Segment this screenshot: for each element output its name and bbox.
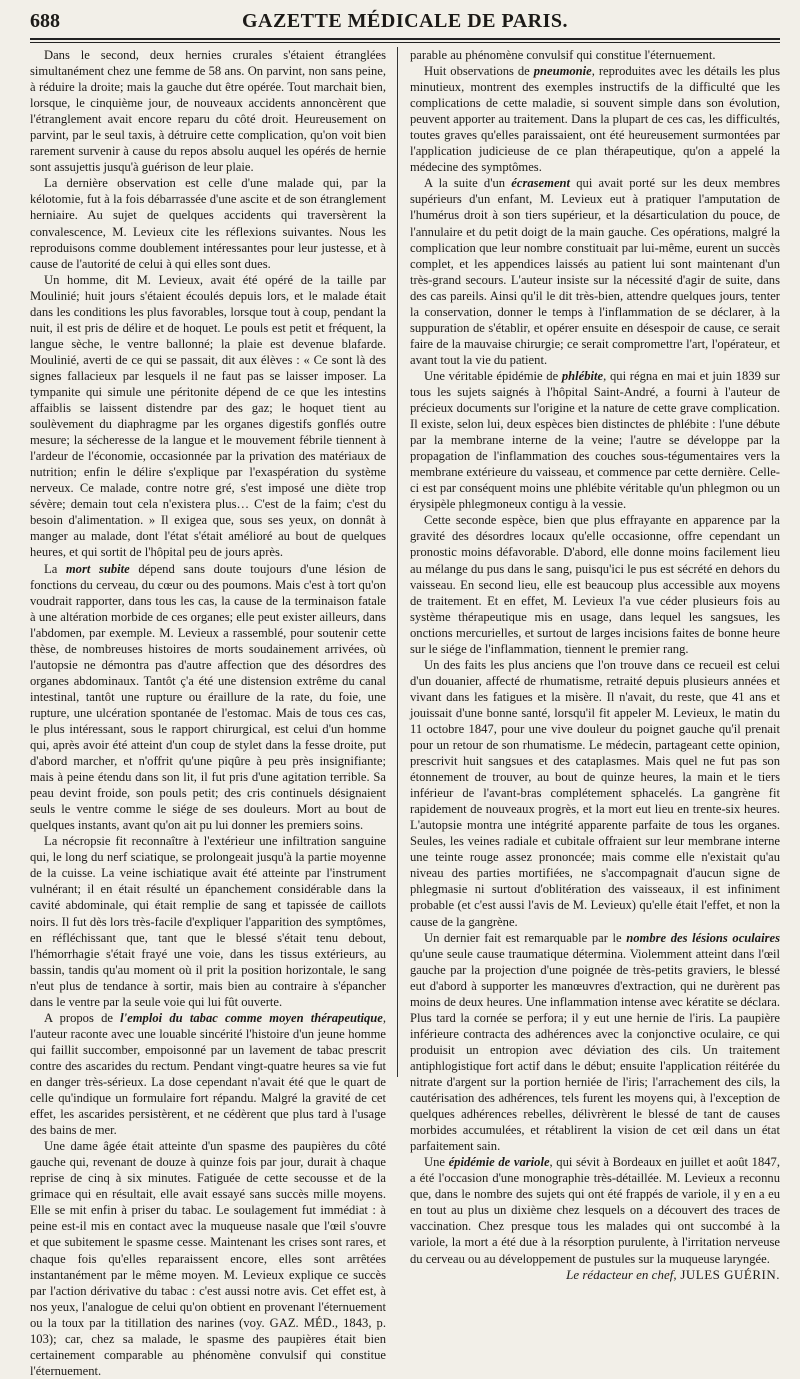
paragraph-text: , qui sévit à Bordeaux en juillet et août 1847, a été l'occasion d'une monographie très-détaillée. M. Levieux a reconnu que, dans le nombre des sujets qui ont été frappés de variole, il y en a eu en tout au plus un dixième chez lesquels on a découvert des traces de vaccination. Chez presque tous les malades qui ont succombé à la variole, la mort a été due à la résorption purulente, à l'irritation nerveuse du cerveau ou au développement de pustules sur la muqueuse laryngée. (410, 1155, 780, 1266)
paragraph (410, 175, 780, 368)
page-number: 688 (30, 10, 60, 32)
left-column (30, 47, 387, 1378)
signature-role: Le rédacteur en chef, (566, 1266, 677, 1282)
signature (410, 1267, 780, 1283)
keyword: phlébite (561, 368, 604, 383)
keyword: écrasement (511, 176, 571, 191)
page-header (30, 8, 780, 38)
signature-name: JULES GUÉRIN. (676, 1266, 780, 1282)
paragraph-lead: A propos de (44, 1010, 121, 1025)
header-rule (30, 38, 780, 40)
paragraph-lead: A la suite d'un (424, 176, 512, 191)
paragraph: Un des faits les plus anciens que l'on trouve dans ce recueil est celui d'un douanier, affecté de rhumatisme, retraité depuis plusieurs années et vivant dans les fatigues et la misère. Il n'avait, du reste, que 41 ans et jouissait d'une bonne santé, lorsqu'il fit appeler M. Levieux, le matin du 11 octobre 1847, pour une vive douleur du poignet gauche qu'il prenait pour un retour de son rhumatisme. Le médecin, partageant cette opinion, prescrivit huit sangsues et des cataplasmes. Mais quel ne fut pas son étonnement de trouver, au bout de quinze heures, la main et le tiers inférieur de l'avant-bras complétement sphacelés. La gangrène fit rapidement de nouveaux progrès, et la mort eut lieu en trente-six heures. L'autopsie montra une intégrité apparente parfaite de tous les organes. Seules, les veines radiale et cubitale offraient sur leur membrane interne une teinte rouge assez prononcée; mais comme elle n'existait qu'au niveau des parties mortifiées, ne s'accompagnait d'aucun signe de phlegmasie ni surtout d'oblitération des vaisseaux, il est infiniment probable (et c'est aussi l'avis de M. Levieux) qu'elle était l'effet, et non la cause de la gangrène. (410, 657, 780, 929)
keyword: pneumonie (533, 64, 592, 79)
header-rule-thin (30, 42, 780, 43)
paragraph: Un homme, dit M. Levieux, avait été opéré de la taille par Moulinié; huit jours s'étaient écoulés depuis lors, et le malade était dans les conditions les plus favorables, lorsque tout à coup, pendant la nuit, il est pris de délire et de hoquet. Le pouls est petit et fréquent, la langue sèche, le ventre ballonné; la plaie est devenue blafarde. Moulinié, averti de ce qui se passait, dit aux élèves : « Ce sont là des signes fallacieux par lesquels il ne faut pas se laisser imposer. La tympanite qui simule une péritonite dépend de ce que les intestins affaiblis se laissent distendre par des gaz; le hoquet tient au soulèvement du diaphragme par les organes digestifs gonflés outre mesure; la sécheresse de la langue et le mouvement fébrile tiennent à l'ardeur de l'économie, occasionnée par la privation des matériaux de nutrition; enfin le délire s'explique par l'exaspération du système nerveux. Ce malade, contre notre gré, s'est imposé une diète trop sévère; demain tout cela n'existera plus… C'est de la faim; c'est du besoin d'alimentation. » Il exigea que, sous ses yeux, on donnât à manger au malade, dont l'état s'était amélioré au bout de quelques heures, et qui sortit de l'hôpital peu de jours après. (30, 272, 386, 560)
paragraph-text: dépend sans doute toujours d'une lésion de fonctions du cerveau, du cœur ou des poumons. Mais c'est à tort qu'on voudrait rapporter, dans tous les cas, la cause de la terminaison fatale à une altération morbide de ces organes; elle peut exister ailleurs, dans l'abdomen, par exemple. M. Levieux a rassemblé, pour soutenir cette thèse, de nombreuses histoires de morts soudainement arrivées, où l'autopsie ne démontra pas d'autre affection que des désordres des organes abdominaux. Tantôt ç'a été une distension extrême du canal intestinal, tantôt une rupture ou éraillure de la rate, du foie, une rupture, une ulcération spontanée de l'estomac. Mais de tous ces cas, le plus intéressant, sous le rapport chirurgical, est celui d'un homme qui, après avoir été atteint d'un coup de stylet dans la fesse droite, put d'abord marcher, et n'offrit qu'une piqûre à peu près insignifiante; mais à peine étendu dans son lit, il fut pris d'une agitation terrible. Sa peau devint froide, son pouls petit; des cris continuels désignaient seuls le ventre comme le siége de ses douleurs. Mort au bout de quelques instants, avant qu'on ait pu lui donner les premiers soins. (30, 561, 387, 833)
keyword: nombre des lésions oculaires (626, 930, 780, 945)
paragraph: La dernière observation est celle d'une malade qui, par la kélotomie, fut à la fois débarrassée d'une ascite et de son étranglement herniaire. Au sujet de quelques accidents qui traversèrent la convalescence, M. Levieux cite les réflexions suivantes. Nous les reproduisons comme doublement intéressantes pour leur justesse, et à cause de l'autorité de celui à qui elles sont dues. (30, 176, 386, 271)
paragraph: La nécropsie fit reconnaître à l'extérieur une infiltration sanguine qui, le long du nerf sciatique, se prolongeait jusqu'à la partie moyenne de la cuisse. La veine ischiatique avait été atteinte par l'instrument vulnérant; il en était résulté un épanchement considérable dans la cavité abdominale, qui était remplie de sang et tapissée de caillots noirs. Il fut dès lors très-facile d'expliquer l'apparition des symptômes, en réfléchissant que, tant que le blessé s'était tenu debout, l'hémorrhagie s'était frayé une voie, dans les tissus extérieurs, au bassin, tandis qu'au moment où il prit la position horizontale, le sang n'eut plus de tendance à sortir, mais bien au contraire à s'épancher dans le ventre par la seule voie qui lui fût ouverte. (30, 834, 386, 1009)
paragraph (30, 1010, 386, 1138)
paragraph (30, 561, 386, 834)
journal-title: GAZETTE MÉDICALE DE PARIS. (241, 10, 569, 32)
paragraph-text: qu'une seule cause traumatique détermina. Violemment atteint dans l'œil gauche par la projection d'une poignée de très-petits graviers, le blessé eut d'abord à supporter les manœuvres d'extraction, qui ne durèrent pas moins de deux heures. Une inflammation intense avec kératite se déclara. Plus tard la cornée se perfora; il y eut une hernie de l'iris. La paupière inférieure contracta des adhérences avec la conjonctive oculaire, ce qui produisit un entropion avec déviation des cils. Un traitement antiphlogistique fort actif dans le début; ensuite l'application réitérée du nitrate d'argent sur la portion herniée de l'iris; l'arrachement des cils, la cautérisation des adhérences, tels furent les moyens qui, à l'exception de quelques adhérences rebelles, délivrèrent le blessé de tant de causes morbides accumulées, et rétablirent la vision de cet œil dans un état parfaitement sain. (410, 946, 780, 1154)
right-column (410, 47, 780, 1282)
paragraph (410, 930, 780, 1155)
keyword: l'emploi du tabac comme moyen thérapeutique (120, 1010, 383, 1025)
paragraph-lead: Huit observations de (424, 64, 534, 79)
paragraph: Une dame âgée était atteinte d'un spasme des paupières du côté gauche qui, revenant de douze à quinze fois par jour, durait à chaque reprise de cinq à six minutes. Fatiguée de cette secousse et de la grimace qui en résultait, elle avait essayé sans succès mille moyens. Elle se mit enfin à priser du tabac. Le soulagement fut immédiat : à peine est-il mis en contact avec la muqueuse nasale que l'œil s'ouvre et que subitement le spasme cesse. Maintenant les crises sont rares, et chaque fois qu'elles reparaissent encore, elles sont arrêtées instantanément par le même moyen. M. Levieux explique ce succès par l'action dérivative du tabac : c'est aussi notre avis. Cet effet est, à nos yeux, l'analogue de celui qu'on obtient en provenant l'éternuement ou la toux par la titillation des narines (voy. GAZ. MÉD., 1843, p. 103); car, chez sa malade, le spasme des paupières était bien certainement comparable au phénomène convulsif qui constitue l'éternuement. (30, 1139, 386, 1378)
paragraph-text: , l'auteur raconte avec une louable sincérité l'histoire d'un jeune homme qui faillit succomber, empoisonné par un lavement de tabac prescrit contre des ascarides du rectum. Pendant vingt-quatre heures sa vie fut en danger très-sérieux. La dose cependant n'avait été que le quart de celle qu'indique un formulaire fort répandu. Malgré la gravité de cet effet, les ascarides persistèrent, et ne cédèrent que plus tard à l'usage des bains de mer. (30, 1010, 386, 1138)
paragraph-text: , qui régna en mai et juin 1839 sur tous les sujets saignés à l'hôpital Saint-André, a fourni à l'auteur de précieux documents sur l'origine et la nature de cette grave complication. Il existe, selon lui, deux espèces bien distinctes de phlébite : l'une débute par la membrane interne de la veine; l'autre se développe par la propagation de l'inflammation des couches sous-tégumentaires vers la membrane extérieure du vaisseau, et commence par cette dernière. Celle-ci est par conséquent moins une phlébite véritable qu'un phlegmon ou un érysipèle phlegmoneux contigu à la vessie. (410, 368, 780, 512)
paragraph (410, 63, 780, 175)
paragraph-text: qui avait porté sur les deux membres supérieurs d'un enfant, M. Levieux eut à pratiquer l'amputation de l'humérus droit à son tiers supérieur, et la désarticulation du pouce, de l'annulaire et du petit doigt de la main gauche. Ces opérations, malgré la complication que leur nombre constituait par lui-même, eurent un succès complet, et les appendices laissés au patient lui sont maintenant d'un très-grand secours. L'auteur insiste sur la nécessité d'agir de suite, dans des cas pareils. Ainsi qu'il le dit très-bien, attendre quelques jours, tenter la conservation, donner le temps à l'inflammation de se déclarer, à la suppuration de s'établir, et opérer ensuite en désespoir de cause, ce serait faire de la mauvaise chirurgie; ce serait compromettre l'art, l'opérateur, et avant tout la vie du patient. (410, 176, 780, 367)
column-divider (397, 47, 398, 1077)
keyword: mort subite (65, 561, 130, 576)
paragraph: parable au phénomène convulsif qui constitue l'éternuement. (410, 48, 716, 62)
paragraph-text: , reproduites avec les détails les plus minutieux, montrent des exemples instructifs de la difficulté que les complications de cette maladie, si souvent simple dans son évolution, peuvent apporter au traitement. Dans la plupart de ces cas, les difficultés, toutes graves qu'elles paraissaient, ont été heureusement surmontées par l'application judicieuse de ce plan thérapeutique, qu'on a appelé la médecine des symptômes. (410, 64, 780, 175)
keyword: épidémie de variole (448, 1155, 550, 1170)
paragraph: Dans le second, deux hernies crurales s'étaient étranglées simultanément chez une femme de 58 ans. On parvint, non sans peine, à réduire la droite; mais la gauche dut être opérée. Tout marchait bien, lorsque, le cinquième jour, de nouveaux accidents annoncèrent que l'étranglement avait encore reparu du côté droit. Heureusement on parvint, par le seul taxis, à détruire cette complication, qu'on voit bien rarement survenir à cause du repos absolu auquel les opérés de hernie sont assujettis jusqu'à guérison de leur plaie. (30, 48, 386, 175)
paragraph-lead: La (44, 561, 66, 576)
paragraph-lead: Une véritable épidémie de (424, 368, 562, 383)
paragraph-lead: Une (424, 1155, 449, 1170)
paragraph (410, 368, 780, 512)
paragraph: Cette seconde espèce, bien que plus effrayante en apparence par la gravité des désordres locaux qu'elle occasionne, offre cependant un pronostic moins défavorable. D'abord, elle donne moins facilement lieu au mélange du pus dans le sang, puisqu'ici le pus est sécrété en dehors du vaisseau. En second lieu, elle est beaucoup plus accessible aux moyens de traitement. Et en effet, M. Levieux l'a vue céder plusieurs fois au système thérapeutique mis en usage, dans lequel les sangsues, les onctions mercurielles, et surtout de larges incisions faites de bonne heure sur le siége de l'inflammation, tiennent le premier rang. (410, 513, 780, 656)
paragraph (410, 1154, 780, 1266)
paragraph-lead: Un dernier fait est remarquable par le (424, 930, 627, 945)
